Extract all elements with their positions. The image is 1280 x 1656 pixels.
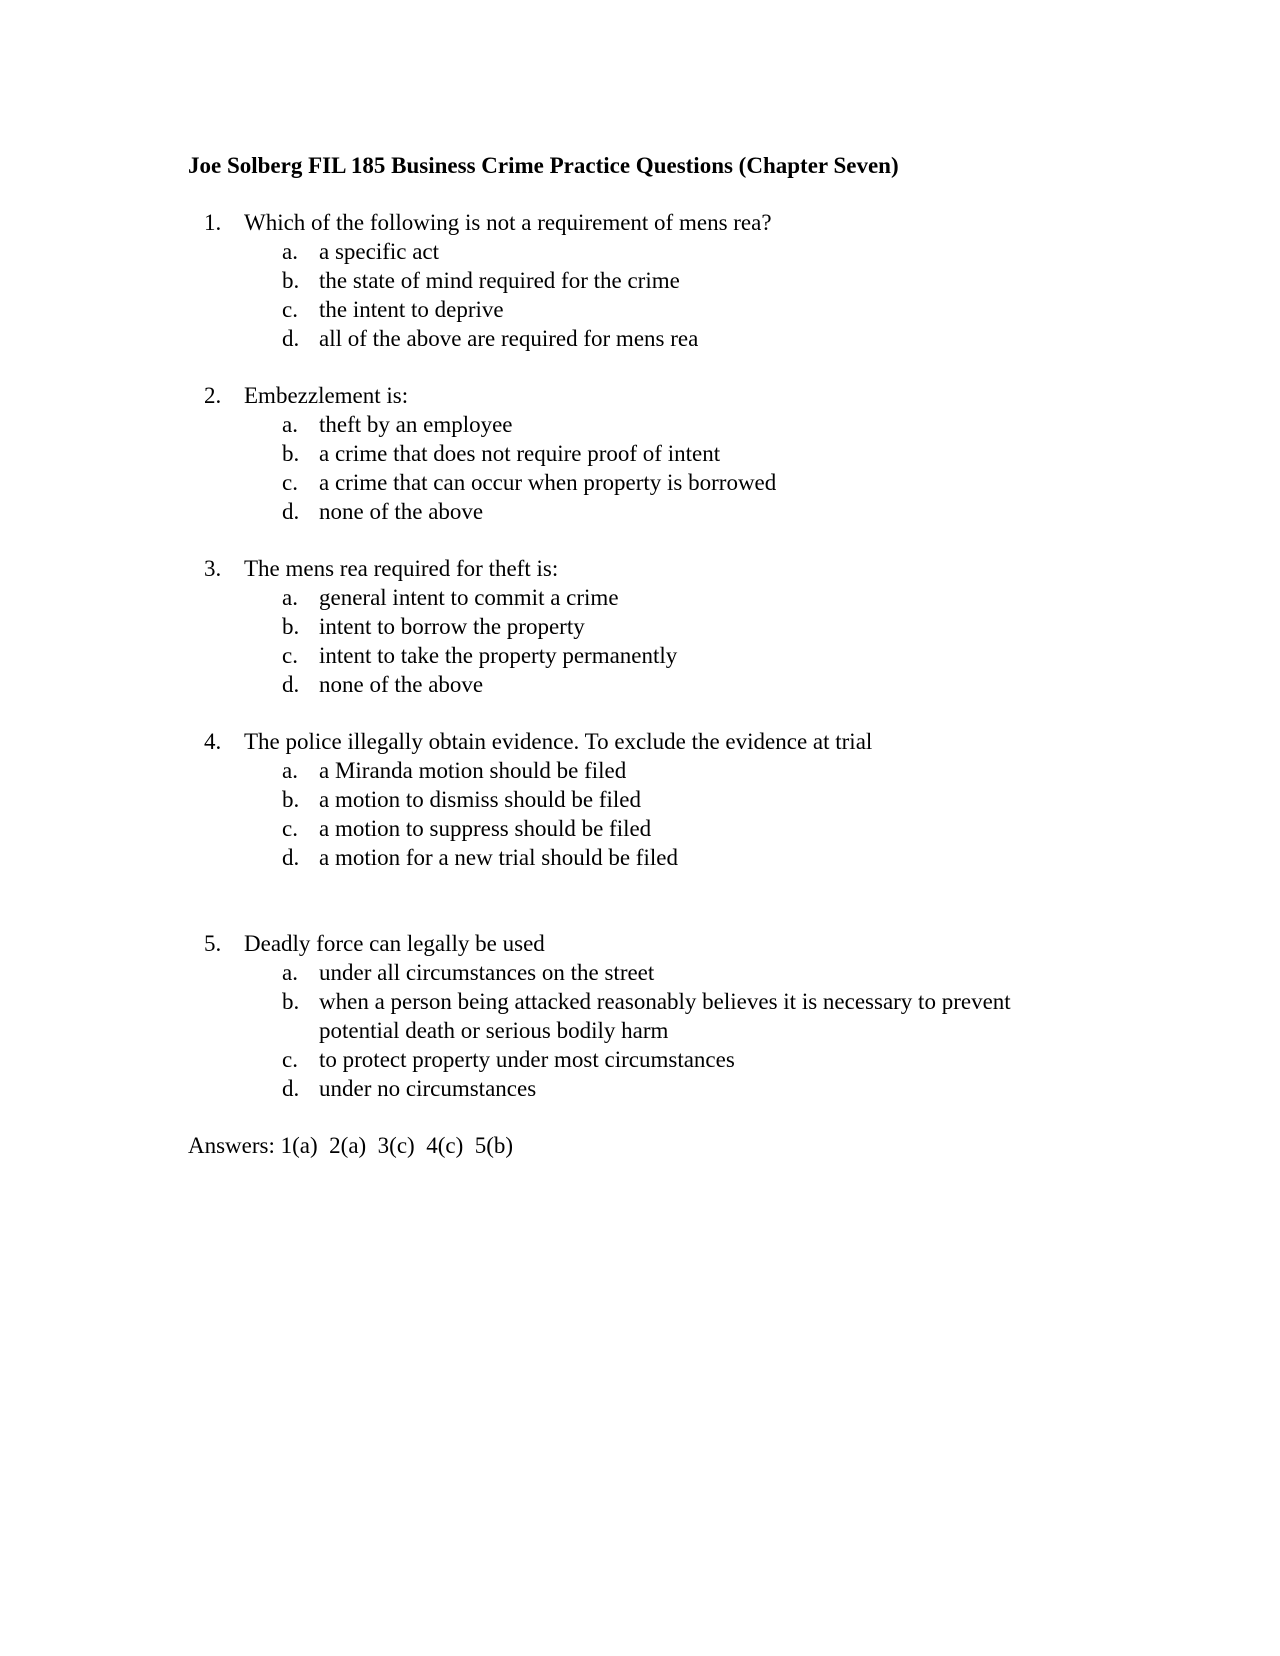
option-text: the intent to deprive: [319, 297, 504, 322]
option-item: [280, 843, 1104, 872]
option-letter: c.: [282, 470, 298, 495]
question-3: [204, 554, 1104, 699]
option-text: the state of mind required for the crime: [319, 268, 680, 293]
option-letter: a.: [282, 758, 298, 783]
option-list: [204, 583, 1104, 699]
question-number: 1.: [204, 210, 222, 235]
option-text: theft by an employee: [319, 412, 513, 437]
option-item: [280, 670, 1104, 699]
question-line: [204, 381, 1104, 410]
option-item: [280, 814, 1104, 843]
option-item: [280, 468, 1104, 497]
question-line: [204, 727, 1104, 756]
option-item: [280, 785, 1104, 814]
option-letter: d.: [282, 672, 300, 697]
option-letter: c.: [282, 643, 298, 668]
question-text: Embezzlement is:: [244, 383, 409, 408]
option-list: [204, 756, 1104, 872]
question-2: [204, 381, 1104, 526]
option-text: a motion to suppress should be filed: [319, 816, 652, 841]
option-text: a Miranda motion should be filed: [319, 758, 627, 783]
option-text: to protect property under most circumstances: [319, 1047, 735, 1072]
option-letter: c.: [282, 816, 298, 841]
option-item: [280, 324, 1104, 353]
option-text: under no circumstances: [319, 1076, 537, 1101]
question-number: 5.: [204, 931, 222, 956]
option-text: under all circumstances on the street: [319, 960, 655, 985]
option-text: all of the above are required for mens rea: [319, 326, 699, 351]
question-line: [204, 208, 1104, 237]
question-line: [204, 554, 1104, 583]
question-5: [204, 929, 1104, 1103]
option-item: [280, 410, 1104, 439]
question-text: Deadly force can legally be used: [244, 931, 545, 956]
answer-key: Answers: 1(a) 2(a) 3(c) 4(c) 5(b): [188, 1133, 514, 1158]
question-line: [204, 929, 1104, 958]
option-item: [280, 756, 1104, 785]
option-item: [280, 439, 1104, 468]
option-list: [204, 237, 1104, 353]
option-letter: b.: [282, 441, 300, 466]
option-letter: a.: [282, 960, 298, 985]
option-item: [280, 612, 1104, 641]
option-letter: d.: [282, 326, 300, 351]
option-letter: a.: [282, 239, 298, 264]
option-letter: c.: [282, 1047, 298, 1072]
question-4: [204, 727, 1104, 872]
option-text: when a person being attacked reasonably believes it is necessary to prevent potential death or serious bodily harm: [319, 989, 1011, 1043]
option-item: [280, 1045, 1104, 1074]
question-number: 2.: [204, 383, 222, 408]
option-text: intent to borrow the property: [319, 614, 585, 639]
option-letter: b.: [282, 614, 300, 639]
option-item: [280, 958, 1104, 987]
option-item: [280, 641, 1104, 670]
option-letter: a.: [282, 412, 298, 437]
option-text: a crime that does not require proof of intent: [319, 441, 721, 466]
option-text: a specific act: [319, 239, 440, 264]
page-title: Joe Solberg FIL 185 Business Crime Practice Questions (Chapter Seven): [188, 153, 899, 178]
question-text: Which of the following is not a requirement of mens rea?: [244, 210, 772, 235]
option-letter: d.: [282, 1076, 300, 1101]
option-letter: d.: [282, 499, 300, 524]
option-item: [280, 497, 1104, 526]
option-letter: b.: [282, 787, 300, 812]
option-list: [204, 958, 1104, 1103]
option-text: a crime that can occur when property is borrowed: [319, 470, 777, 495]
question-number: 4.: [204, 729, 222, 754]
option-text: intent to take the property permanently: [319, 643, 678, 668]
option-item: [280, 266, 1104, 295]
option-letter: c.: [282, 297, 298, 322]
option-text: general intent to commit a crime: [319, 585, 619, 610]
question-1: [204, 208, 1104, 353]
option-list: [204, 410, 1104, 526]
option-item: [280, 1074, 1104, 1103]
option-letter: a.: [282, 585, 298, 610]
option-letter: b.: [282, 989, 300, 1014]
option-letter: b.: [282, 268, 300, 293]
option-item: [280, 295, 1104, 324]
option-text: a motion for a new trial should be filed: [319, 845, 678, 870]
option-item: [280, 987, 1104, 1045]
question-text: The police illegally obtain evidence. To exclude the evidence at trial: [244, 729, 873, 754]
question-text: The mens rea required for theft is:: [244, 556, 559, 581]
option-item: [280, 583, 1104, 612]
option-item: [280, 237, 1104, 266]
option-text: none of the above: [319, 672, 484, 697]
question-number: 3.: [204, 556, 222, 581]
option-text: none of the above: [319, 499, 484, 524]
option-letter: d.: [282, 845, 300, 870]
option-text: a motion to dismiss should be filed: [319, 787, 641, 812]
